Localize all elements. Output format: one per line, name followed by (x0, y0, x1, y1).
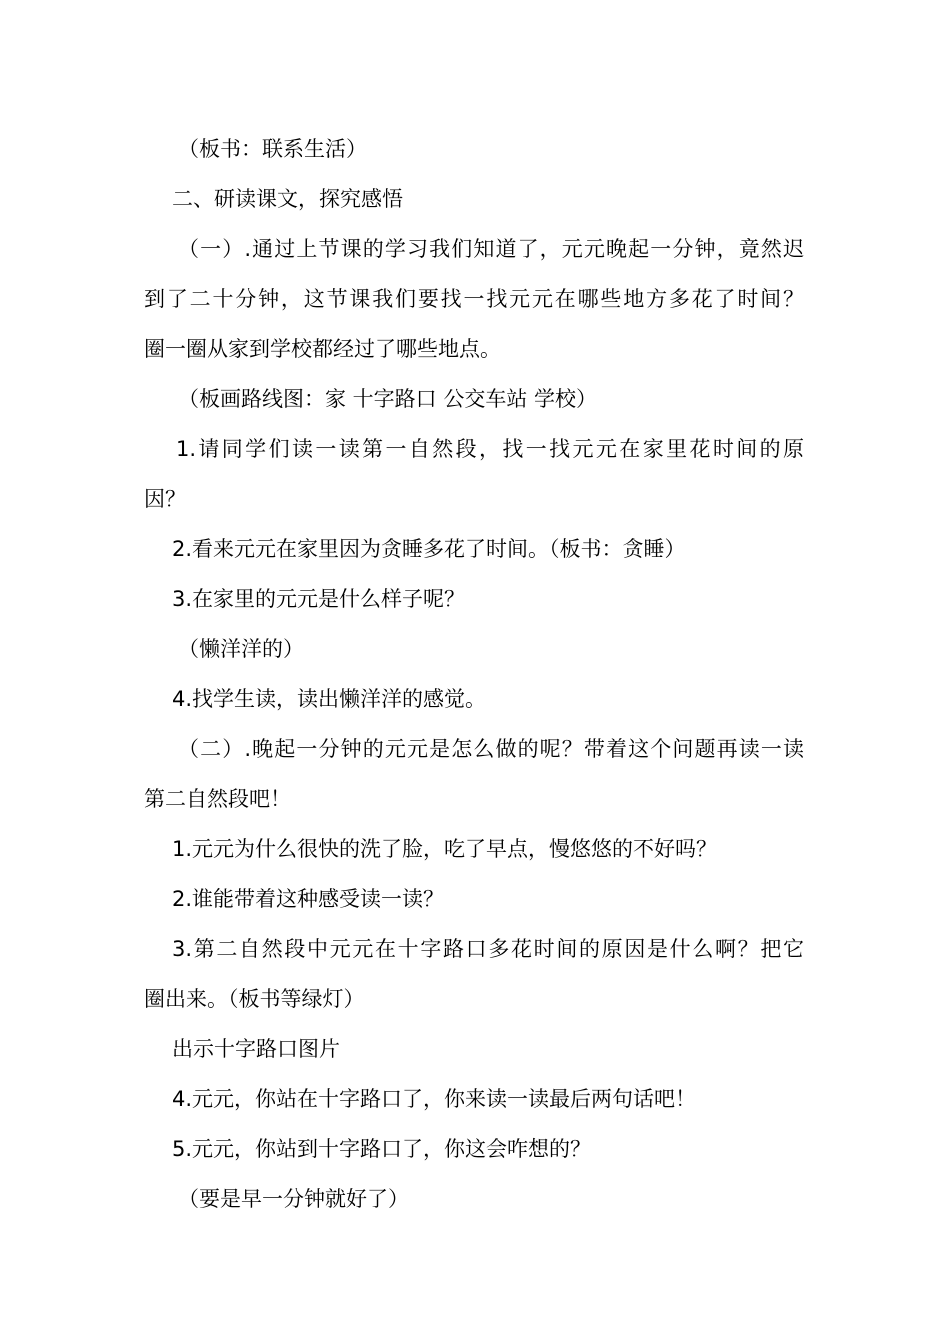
item-2-2: 2.谁能带着这种感受读一读？ (172, 887, 445, 911)
item-1-line-1: 1.请同学们读一读第一自然段，找一找元元在家里花时间的原 (176, 437, 804, 461)
show-crossroad-picture: 出示十字路口图片 (172, 1037, 340, 1061)
paragraph-2-line-2: 第二自然段吧！ (144, 787, 291, 811)
paragraph-1-line-1: （一）.通过上节课的学习我们知道了，元元晚起一分钟，竟然迟 (178, 237, 804, 261)
item-2: 2.看来元元在家里因为贪睡多花了时间。（板书：贪睡） (172, 537, 686, 561)
section-heading-2: 二、研读课文，探究感悟 (172, 187, 403, 211)
board-route-map: （板画路线图：家 十字路口 公交车站 学校） (178, 387, 598, 411)
paragraph-1-line-2: 到了二十分钟，这节课我们要找一找元元在哪些地方多花了时间？ (144, 287, 804, 311)
item-3: 3.在家里的元元是什么样子呢？ (172, 587, 466, 611)
paragraph-1-line-3: 圈一圈从家到学校都经过了哪些地点。 (144, 337, 501, 361)
item-2-5: 5.元元，你站到十字路口了，你这会咋想的？ (172, 1137, 592, 1161)
board-note-life: （板书：联系生活） (178, 137, 367, 161)
item-2-3-line-2: 圈出来。（板书等绿灯） (144, 987, 365, 1011)
answer-lazy: （懒洋洋的） (178, 637, 304, 661)
item-2-1: 1.元元为什么很快的洗了脸，吃了早点，慢悠悠的不好吗？ (172, 837, 718, 861)
answer-one-minute-earlier: （要是早一分钟就好了） (178, 1187, 409, 1211)
item-2-3-line-1: 3.第二自然段中元元在十字路口多花时间的原因是什么啊？把它 (172, 937, 804, 961)
item-4: 4.找学生读，读出懒洋洋的感觉。 (172, 687, 487, 711)
item-2-4: 4.元元，你站在十字路口了，你来读一读最后两句话吧！ (172, 1087, 697, 1111)
paragraph-2-line-1: （二）.晚起一分钟的元元是怎么做的呢？带着这个问题再读一读 (178, 737, 804, 761)
item-1-line-2: 因？ (144, 487, 186, 511)
